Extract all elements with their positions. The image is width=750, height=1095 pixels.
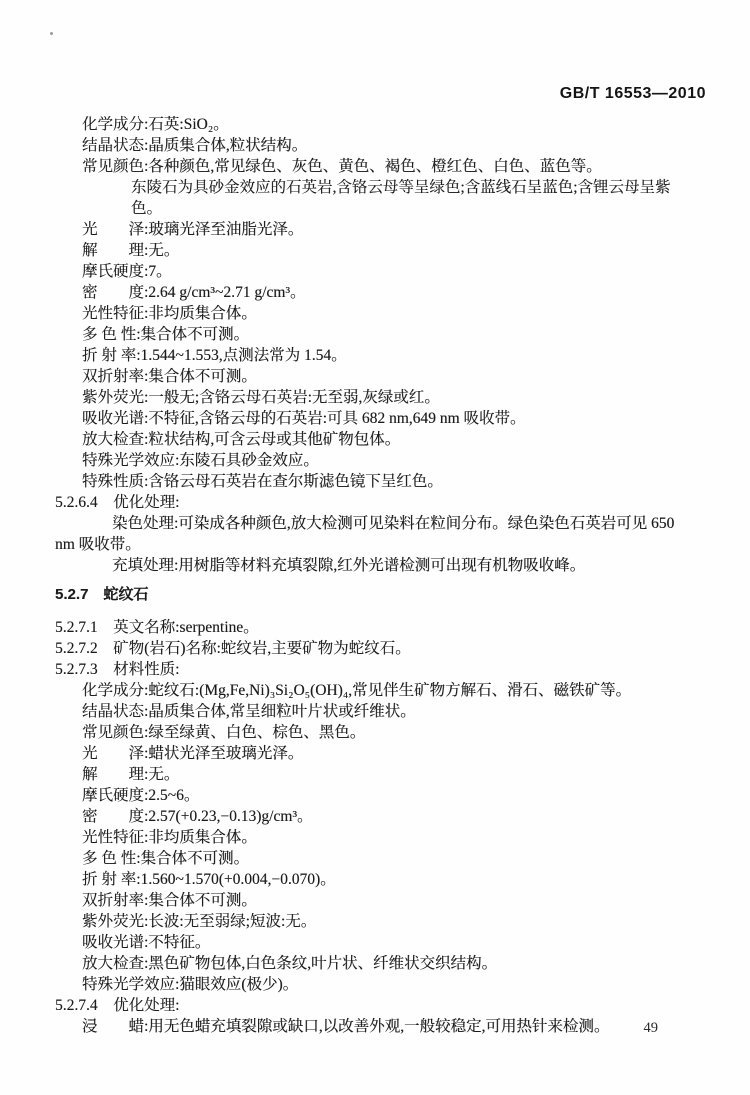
clause-heading: 5.2.7.3 材料性质: <box>55 661 180 678</box>
property-line: 解 理:无。 <box>82 242 180 259</box>
clause-heading: 5.2.7.2 矿物(岩石)名称:蛇纹岩,主要矿物为蛇纹石。 <box>55 640 411 657</box>
property-line: 光 泽:玻璃光泽至油脂光泽。 <box>82 221 304 238</box>
scan-speck <box>50 32 53 35</box>
property-line: 常见颜色:绿至绿黄、白色、棕色、黑色。 <box>82 724 366 741</box>
property-line: 化学成分:石英:SiO₂。 <box>82 116 229 133</box>
property-line: 特殊性质:含铬云母石英岩在查尔斯滤色镜下呈红色。 <box>82 473 443 490</box>
clause-heading: 5.2.7.4 优化处理: <box>55 997 180 1014</box>
clause-heading: 5.2.6.4 优化处理: <box>55 494 180 511</box>
property-line: 光性特征:非均质集合体。 <box>82 305 257 322</box>
paragraph-line: 充填处理:用树脂等材料充填裂隙,红外光谱检测可出现有机物吸收峰。 <box>112 557 586 574</box>
clause-heading: 5.2.7.1 英文名称:serpentine。 <box>55 619 259 636</box>
property-line: 特殊光学效应:猫眼效应(极少)。 <box>82 976 299 993</box>
property-line: 化学成分:蛇纹石:(Mg,Fe,Ni)₃Si₂O₅(OH)₄,常见伴生矿物方解石、滑石、磁铁矿等。 <box>82 682 632 699</box>
property-line: 结晶状态:晶质集合体,粒状结构。 <box>82 137 308 154</box>
property-line: 放大检查:粒状结构,可含云母或其他矿物包体。 <box>82 431 401 448</box>
standard-number-header: GB/T 16553—2010 <box>559 85 706 102</box>
property-line: 紫外荧光:长波:无至弱绿;短波:无。 <box>82 913 317 930</box>
property-line: 放大检查:黑色矿物包体,白色条纹,叶片状、纤维状交织结构。 <box>82 955 498 972</box>
section-heading: 5.2.7 蛇纹石 <box>55 586 149 603</box>
property-line: 结晶状态:晶质集合体,常呈细粒叶片状或纤维状。 <box>82 703 416 720</box>
property-line: 折 射 率:1.560~1.570(+0.004,−0.070)。 <box>82 871 336 888</box>
property-line: 紫外荧光:一般无;含铬云母石英岩:无至弱,灰绿或红。 <box>82 389 440 406</box>
property-line: 光性特征:非均质集合体。 <box>82 829 257 846</box>
property-line: 浸 蜡:用无色蜡充填裂隙或缺口,以改善外观,一般较稳定,可用热针来检测。 <box>82 1018 610 1035</box>
property-line: 吸收光谱:不特征,含铬云母的石英岩:可具 682 nm,649 nm 吸收带。 <box>82 410 526 427</box>
property-line: 东陵石为具砂金效应的石英岩,含铬云母等呈绿色;含蓝线石呈蓝色;含锂云母呈紫色。 <box>131 179 671 217</box>
property-line: 密 度:2.57(+0.23,−0.13)g/cm³。 <box>82 808 313 825</box>
page-number: 49 <box>643 1020 658 1036</box>
property-line: 特殊光学效应:东陵石具砂金效应。 <box>82 452 319 469</box>
property-line: 光 泽:蜡状光泽至玻璃光泽。 <box>82 745 304 762</box>
property-line: 摩氏硬度:7。 <box>82 263 172 280</box>
property-line: 解 理:无。 <box>82 766 180 783</box>
property-line: 摩氏硬度:2.5~6。 <box>82 787 200 804</box>
paragraph-line: 染色处理:可染成各种颜色,放大检测可见染料在粒间分布。绿色染色石英岩可见 650 nm 吸收带。 <box>55 515 675 553</box>
document-body <box>55 114 691 1037</box>
property-line: 常见颜色:各种颜色,常见绿色、灰色、黄色、褐色、橙红色、白色、蓝色等。 <box>82 158 602 175</box>
property-line: 双折射率:集合体不可测。 <box>82 892 257 909</box>
property-line: 多 色 性:集合体不可测。 <box>82 326 250 343</box>
property-line: 吸收光谱:不特征。 <box>82 934 211 951</box>
property-line: 双折射率:集合体不可测。 <box>82 368 257 385</box>
property-line: 折 射 率:1.544~1.553,点测法常为 1.54。 <box>82 347 347 364</box>
property-line: 密 度:2.64 g/cm³~2.71 g/cm³。 <box>82 284 306 301</box>
property-line: 多 色 性:集合体不可测。 <box>82 850 250 867</box>
